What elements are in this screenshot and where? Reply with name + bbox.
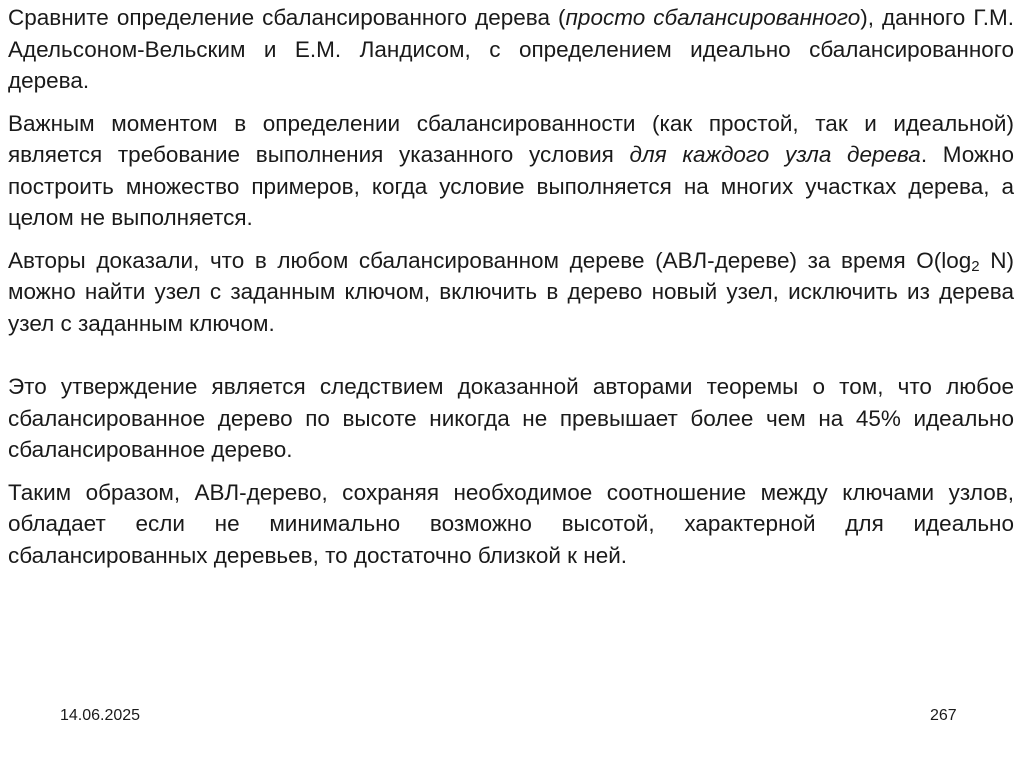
log-base-subscript: 2 — [971, 257, 980, 275]
p1-text-start: Сравните определение сбалансированного дерева ( — [8, 5, 566, 30]
footer-date: 14.06.2025 — [60, 707, 141, 724]
paragraph-balance-condition — [8, 108, 1014, 234]
p2-text-end: . Можно построить множество примеров, когда условие выполняется на многих участках дерева, а целом не выполняется. — [8, 142, 1014, 230]
p3-text-end: N) можно найти узел с заданным ключом, включить в дерево новый узел, исключить из дерева узел с заданным ключом. — [8, 247, 1014, 336]
paragraph-compare-definitions — [8, 2, 1014, 97]
p2-text-start: Важным моментом в определении сбалансированности (как простой, так и идеальной) является требование выполнения указанного условия — [8, 110, 1014, 167]
p2-italic-term: для каждого узла дерева — [629, 142, 921, 167]
slide-body — [8, 2, 1014, 571]
paragraph-avl-complexity — [8, 245, 1014, 340]
footer-page-number: 267 — [930, 707, 957, 724]
p3-text-start: Авторы доказали, что в любом сбалансированном дереве (АВЛ-дереве) за время O(log — [8, 247, 972, 273]
p1-text-end: ), данного Г.М. Адельсоном-Вельским и Е.М. Ландисом, с определением идеально сбалансированного дерева. — [8, 5, 1015, 93]
p1-italic-term: просто сбалансированного — [565, 5, 861, 30]
paragraph-height-theorem: Это утверждение является следствием доказанной авторами теоремы о том, что любое сбалансированное дерево по высоте никогда не превышает более чем на 45% идеально сбалансированное дерево. — [8, 374, 1014, 462]
paragraph-conclusion: Таким образом, АВЛ-дерево, сохраняя необходимое соотношение между ключами узлов, обладает если не минимально возможно высотой, характерной для идеально сбалансированных деревьев, то достаточно близкой к ней. — [8, 479, 1014, 568]
